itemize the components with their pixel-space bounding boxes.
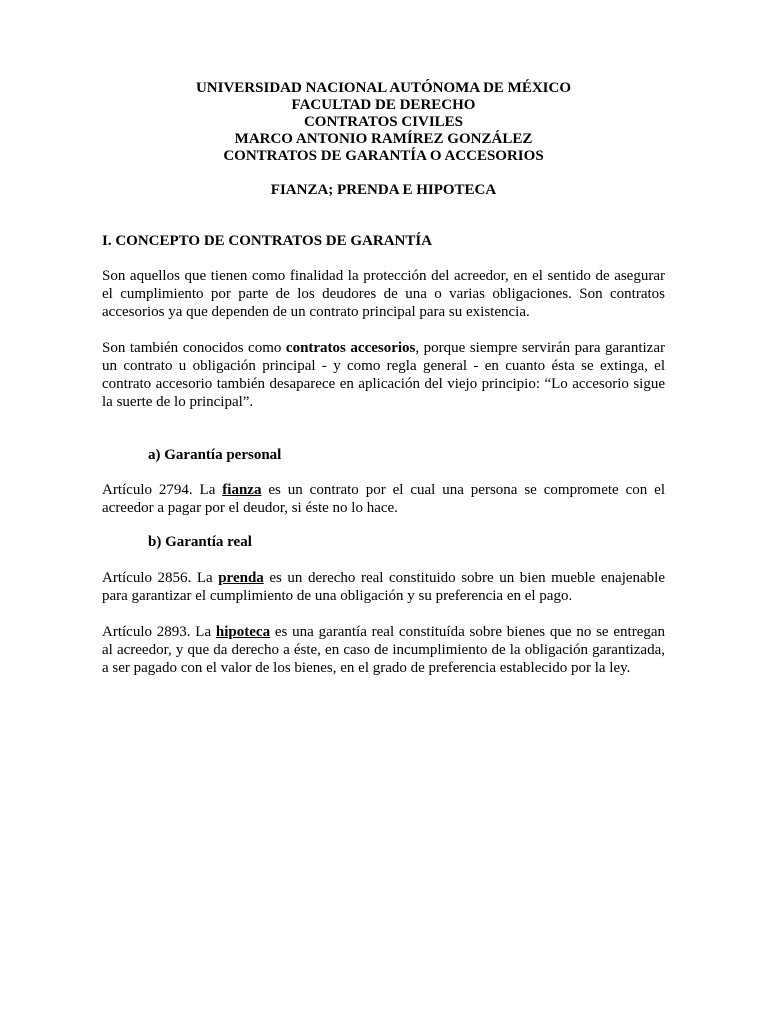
section-heading-concepto: I. CONCEPTO DE CONTRATOS DE GARANTÍA	[102, 233, 433, 249]
article-2856	[102, 569, 665, 605]
subheading-garantia-personal: a) Garantía personal	[148, 447, 282, 463]
faculty-name: FACULTAD DE DERECHO	[291, 97, 476, 113]
prenda-term: prenda	[218, 570, 264, 586]
fianza-term: fianza	[222, 482, 262, 498]
article-2794-text-after: es un contrato por el cual una persona se compromete con el acreedor a pagar por el deudor, si éste no lo hace.	[102, 482, 666, 516]
contratos-accesorios-term: contratos accesorios	[285, 340, 416, 356]
article-2893-text-after: es una garantía real constituída sobre bienes que no se entregan al acreedor, y que da derecho a éste, en caso de incumplimiento de la obligación garantizada, a ser pagado con el valor de los bienes, en el grado de preferencia establecido por la ley.	[102, 624, 666, 676]
course-name: CONTRATOS CIVILES	[303, 114, 464, 130]
article-2893-text-before: Artículo 2893. La	[102, 624, 216, 640]
paragraph-definition: Son aquellos que tienen como finalidad la protección del acreedor, en el sentido de asegurar el cumplimiento por parte de los deudores de una o varias obligaciones. Son contratos accesorios ya que dependen de un contrato principal para su existencia.	[102, 268, 665, 320]
author-name: MARCO ANTONIO RAMÍREZ GONZÁLEZ	[234, 131, 533, 147]
paragraph-accesorios-text-after: , porque siempre servirán para garantizar un contrato u obligación principal - y como regla general - en cuanto ésta se extinga, el contrato accesorio también desaparece en aplicación del viejo principio: “Lo accesorio sigue la suerte de lo principal”.	[102, 340, 665, 410]
document-page	[102, 80, 665, 677]
subheading-garantia-real: b) Garantía real	[148, 534, 252, 550]
document-subtitle: FIANZA; PRENDA E HIPOTECA	[270, 182, 497, 198]
article-2856-text-before: Artículo 2856. La	[102, 570, 219, 586]
article-2893	[102, 623, 665, 677]
article-2794-text-before: Artículo 2794. La	[102, 482, 223, 498]
document-header	[102, 80, 665, 165]
hipoteca-term: hipoteca	[215, 624, 271, 640]
article-2856-text-after: es un derecho real constituido sobre un bien mueble enajenable para garantizar el cumplimiento de una obligación y su preferencia en el pago.	[102, 570, 665, 604]
university-name: UNIVERSIDAD NACIONAL AUTÓNOMA DE MÉXICO	[195, 80, 572, 96]
document-topic: CONTRATOS DE GARANTÍA O ACCESORIOS	[223, 148, 544, 164]
paragraph-accesorios-text-before: Son también conocidos como	[102, 340, 286, 356]
paragraph-accesorios	[102, 339, 665, 411]
article-2794	[102, 481, 665, 517]
